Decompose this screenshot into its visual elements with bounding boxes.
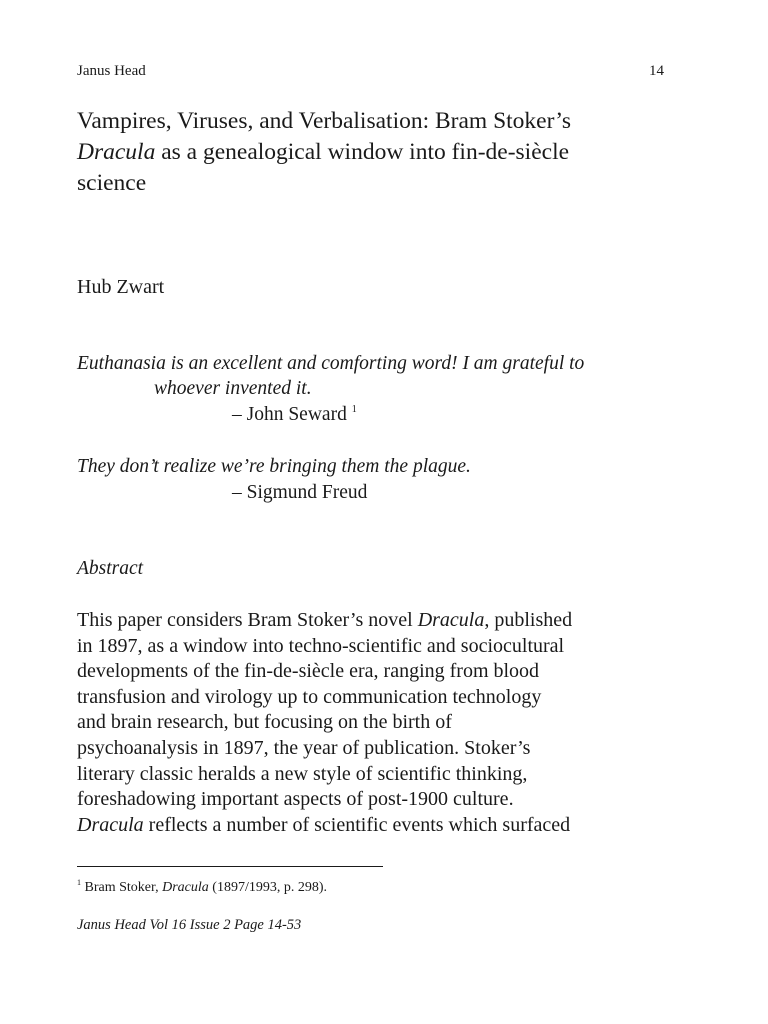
running-head: Janus Head bbox=[77, 63, 146, 79]
epigraph-2-attribution: – Sigmund Freud bbox=[232, 482, 368, 503]
epigraph-2-quote: They don’t realize we’re bringing them the plague bbox=[77, 456, 467, 477]
abstract-line-9-italic: Dracula bbox=[77, 813, 144, 836]
journal-footer: Janus Head Vol 16 Issue 2 Page 14-53 bbox=[77, 917, 302, 933]
footnote-divider bbox=[77, 866, 383, 867]
article-title bbox=[77, 106, 697, 199]
abstract-body bbox=[77, 608, 697, 838]
page-number: 14 bbox=[649, 63, 664, 79]
title-line-2 bbox=[77, 137, 697, 168]
abstract-line-6: psychoanalysis in 1897, the year of publication. Stoker’s bbox=[77, 736, 531, 759]
abstract-line-1-a: This paper considers Bram Stoker’s novel bbox=[77, 609, 418, 631]
footnote-text-a: Bram Stoker, bbox=[81, 880, 163, 895]
abstract-line-1 bbox=[77, 608, 697, 634]
title-line-1: Vampires, Viruses, and Verbalisation: Bram Stoker’s bbox=[77, 108, 571, 134]
epigraph-1-attribution bbox=[232, 404, 357, 426]
title-line-3: science bbox=[77, 170, 147, 196]
abstract-line-1-italic: Dracula bbox=[417, 609, 485, 631]
title-line-2-rest: as a genealogical window into fin-de-siècle bbox=[155, 139, 570, 165]
abstract-line-2: in 1897, as a window into techno-scientific and sociocultural bbox=[77, 634, 565, 657]
footnote-marker-1[interactable]: 1 bbox=[351, 404, 357, 415]
abstract-line-3: developments of the fin-de-siècle era, ranging from blood bbox=[77, 660, 540, 683]
epigraph-2-period: . bbox=[466, 456, 471, 477]
footnote-1 bbox=[77, 878, 327, 896]
abstract-line-5: and brain research, but focusing on the birth of bbox=[77, 711, 452, 734]
epigraph-2-line-1 bbox=[77, 456, 471, 478]
abstract-line-9 bbox=[77, 813, 697, 839]
footnote-text-italic: Dracula bbox=[162, 880, 209, 895]
footnote-text-c: (1897/1993, p. 298). bbox=[208, 880, 327, 895]
abstract-line-8: foreshadowing important aspects of post-1900 culture. bbox=[77, 788, 514, 811]
author-name: Hub Zwart bbox=[77, 276, 165, 298]
epigraph-1-line-1: Euthanasia is an excellent and comforting word! I am grateful to bbox=[77, 353, 585, 374]
footnote-number: 1 bbox=[77, 878, 81, 887]
title-dracula-italic: Dracula bbox=[77, 139, 156, 165]
abstract-line-4: transfusion and virology up to communication technology bbox=[77, 685, 542, 708]
abstract-line-1-c: , published bbox=[484, 609, 573, 631]
abstract-heading: Abstract bbox=[77, 558, 144, 579]
epigraph-1-line-2: whoever invented it. bbox=[154, 378, 312, 399]
abstract-line-9-b: reflects a number of scientific events which surfaced bbox=[143, 813, 571, 836]
epigraph-1-author: – John Seward bbox=[232, 404, 352, 425]
abstract-line-7: literary classic heralds a new style of scientific thinking, bbox=[77, 762, 528, 785]
